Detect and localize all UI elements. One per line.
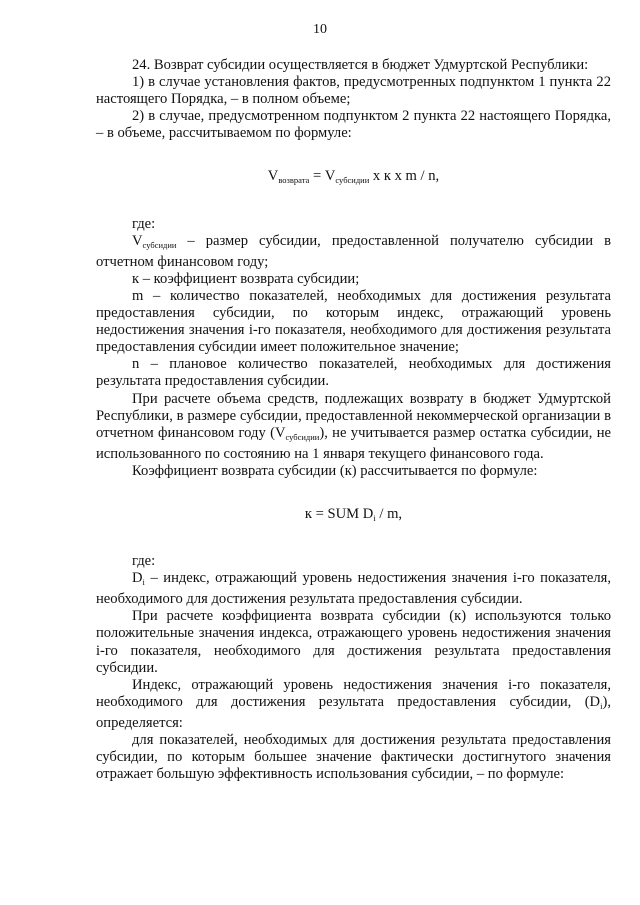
index-text-after: ), определяется:: [96, 693, 611, 731]
calc-text-after: ), не учитывается размер остатка субсидии, не использованного по состоянию на 1 января текущего финансового года.: [96, 424, 611, 462]
def-d-text: – индекс, отражающий уровень недостижения значения i-го показателя, необходимого для достижения результата предоставления субсидии.: [96, 570, 611, 608]
formula-coefficient: [96, 506, 611, 527]
def-v-text: – размер субсидии, предоставленной получателю субсидии в отчетном финансовом году;: [96, 232, 611, 270]
def-sub-i: i: [142, 577, 145, 588]
definition-d: [96, 570, 611, 608]
paragraph-refund: 24. Возврат субсидии осуществляется в бюджет Удмуртской Республики:: [132, 57, 589, 73]
formula2-sub-i: i: [373, 512, 376, 523]
formula-var-v: V: [267, 168, 279, 185]
formula-equals: =: [309, 168, 325, 185]
formula-var-v2: V: [324, 168, 336, 185]
def-sub-subsidii: субсидии: [142, 239, 177, 250]
formula2-right: / m,: [375, 505, 403, 522]
definition-n: n – плановое количество показателей, необходимых для достижения результата предоставления субсидии.: [96, 356, 611, 390]
where-label-1: где:: [132, 215, 156, 232]
index-sub-i: i: [600, 700, 603, 711]
where-label-2: где:: [132, 553, 156, 570]
definition-v-subsidii: [96, 233, 611, 271]
index-text-before: Индекс, отражающий уровень недостижения значения i-го показателя, необходимого для достижения результата предоставления субсидии, (D: [96, 676, 611, 710]
definition-m: m – количество показателей, необходимых для достижения результата предоставления субсидии, по которым индекс, отражающий уровень недостижения значения i-го показателя, необходимого для достижения результата предоставления субсидии имеет положительное значение;: [96, 287, 611, 356]
paragraph-index: [96, 677, 611, 732]
paragraph-case-1: 1) в случае установления фактов, предусмотренных подпунктом 1 пункта 22 настоящего Порядка, – в полном объеме;: [96, 74, 611, 108]
calc-text-before: При расчете объема средств, подлежащих возврату в бюджет Удмуртской Республики, в размере субсидии, предоставленной некоммерческой организации в отчетном финансовом году (V: [96, 390, 611, 441]
def-var-d: D: [132, 570, 143, 587]
paragraph-case-2: 2) в случае, предусмотренном подпунктом 2 пункта 22 настоящего Порядка, – в объеме, рассчитываемом по формуле:: [96, 108, 611, 142]
formula-rest: x к x m / n,: [369, 168, 440, 185]
formula-sub-vozvrata: возврата: [278, 175, 310, 186]
page-number: 10: [313, 22, 327, 37]
definition-k: к – коэффициент возврата субсидии;: [132, 270, 360, 287]
formula-refund: [96, 168, 611, 189]
document-body: [96, 57, 611, 783]
calc-sub-subsidii: субсидии: [285, 431, 320, 442]
paragraph-calculation: [96, 391, 611, 463]
formula2-left: к = SUM D: [304, 505, 374, 522]
def-var-v: V: [132, 232, 143, 249]
paragraph-indicators: для показателей, необходимых для достижения результата предоставления субсидии, по которым большее значение фактически достигнутого значения отражает большую эффективность использования субсидии, – по формуле:: [96, 732, 611, 783]
formula-sub-subsidii: субсидии: [335, 175, 370, 186]
paragraph-positive-values: При расчете коэффициента возврата субсидии (к) используются только положительные значения индекса, отражающего уровень недостижения значения i-го показателя, необходимого для достижения результата предоставления субсидии.: [96, 608, 611, 676]
paragraph-coefficient: Коэффициент возврата субсидии (к) рассчитывается по формуле:: [132, 462, 538, 479]
